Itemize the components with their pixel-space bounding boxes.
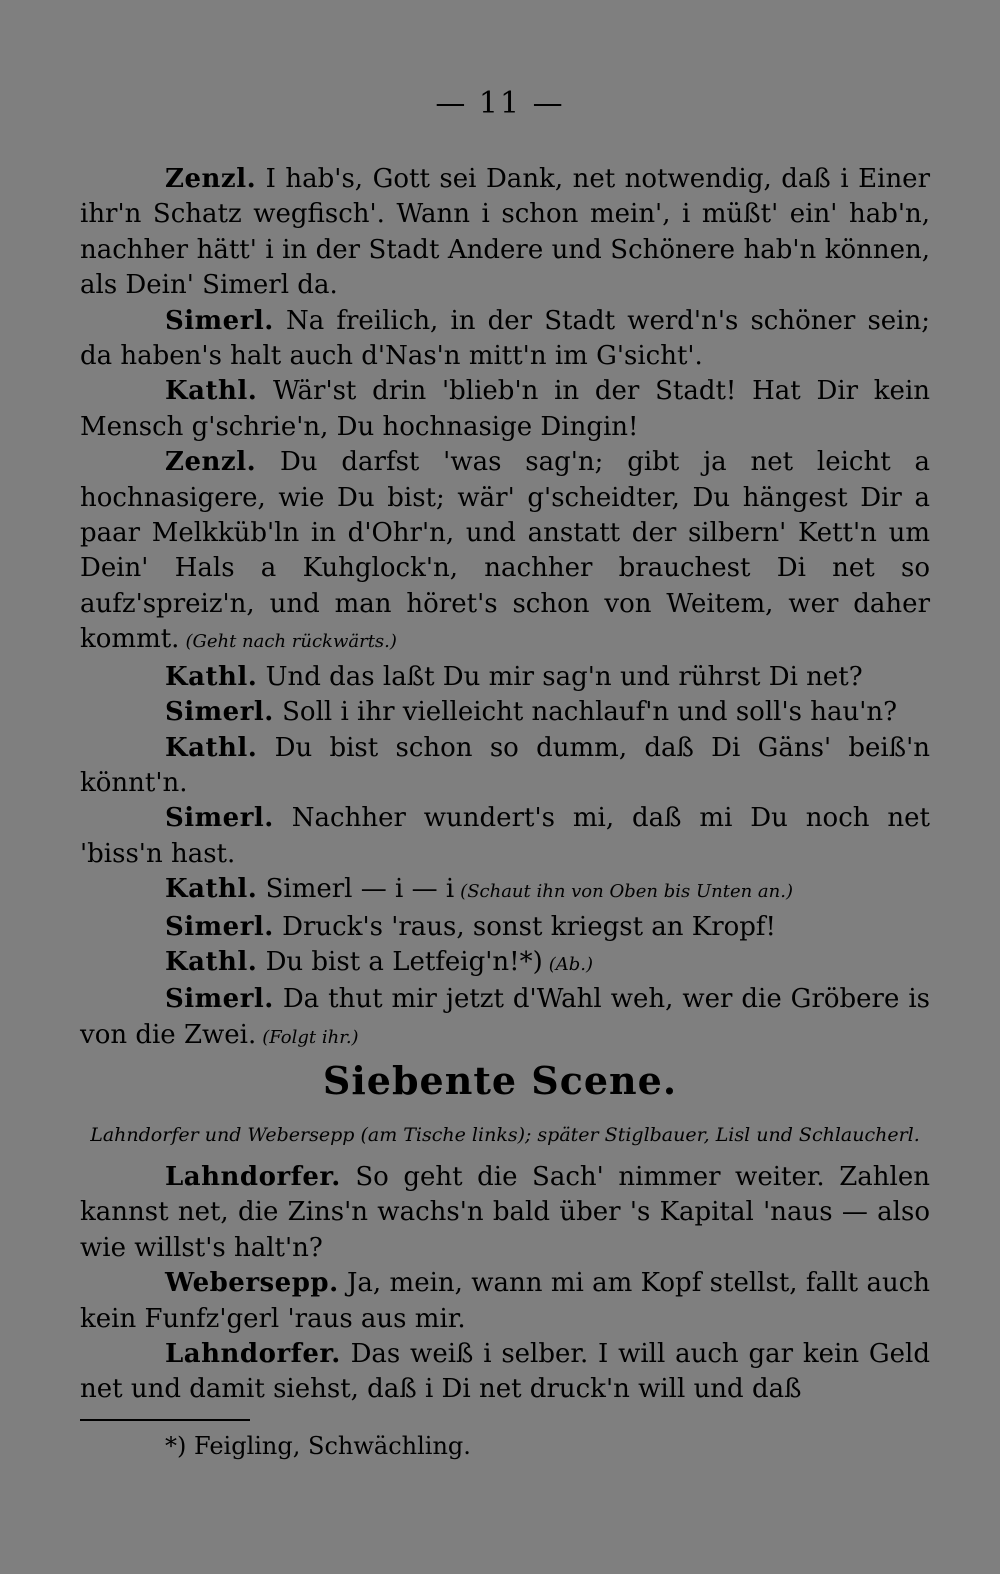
speaker-name: Kathl. xyxy=(165,732,258,763)
speaker-name: Kathl. xyxy=(165,946,258,977)
stage-direction: (Ab.) xyxy=(548,953,594,975)
speaker-name: Zenzl. xyxy=(165,447,257,478)
speech-text: Ja, mein, wann mi am Kopf stellst, fallt auch kein Funfz'gerl 'raus aus mir. xyxy=(80,1268,931,1334)
speaker-name: Kathl. xyxy=(165,376,258,407)
speaker-name: Simerl. xyxy=(165,984,274,1015)
dialogue-line xyxy=(80,801,930,872)
dialogue-line xyxy=(80,660,930,695)
speech-text: Druck's 'raus, sonst kriegst an Kropf! xyxy=(282,911,777,942)
speech-text: So geht die Sach' nimmer weiter. Zahlen kannst net, die Zins'n wachs'n bald über 's Kapital 'naus — also wie willst's halt'n? xyxy=(80,1162,931,1263)
speech-text: Und das laßt Du mir sag'n und rührst Di net? xyxy=(265,661,863,692)
speaker-name: Kathl. xyxy=(165,874,258,905)
speaker-name: Kathl. xyxy=(165,661,258,692)
speech-text: Nachher wundert's mi, daß mi Du noch net 'biss'n hast. xyxy=(80,803,930,869)
speaker-name: Simerl. xyxy=(165,803,274,834)
scene-heading: Siebente Scene. xyxy=(322,1058,678,1103)
speech-text: Soll i ihr vielleicht nachlauf'n und soll's hau'n? xyxy=(282,697,898,728)
speech-text: Simerl — i — i xyxy=(265,874,455,905)
speech-text: Na freilich, in der Stadt werd'n's schöner sein; da haben's halt auch d'Nas'n mitt'n im G'sicht'. xyxy=(80,305,930,372)
stage-direction: (Geht nach rückwärts.) xyxy=(185,631,397,653)
dialogue-line xyxy=(80,304,930,375)
speech-text: Du darfst 'was sag'n; gibt ja net leicht a hochnasigere, wie Du bist; wär' g'scheidter, Du hängest Dir a paar Melkküb'ln in d'Ohr'n, und anstatt der silbern' Kett'n um Dein' Hals a Kuhglock'n, nachher brauchest Di net so aufz'spreiz'n, und man höret's schon von Weitem, wer daher kommt. xyxy=(80,447,930,655)
speaker-name: Lahndorfer. xyxy=(165,1339,341,1370)
speech-text: Wär'st drin 'blieb'n in der Stadt! Hat Dir kein Mensch g'schrie'n, Du hochnasige Dingin! xyxy=(80,376,931,442)
stage-direction: (Folgt ihr.) xyxy=(262,1026,359,1048)
speech-text: Das weiß i selber. I will auch gar kein Geld net und damit siehst, daß i Di net druck'n will und daß xyxy=(80,1339,930,1405)
speech-text: Da thut mir jetzt d'Wahl weh, wer die Gröbere is von die Zwei. xyxy=(80,984,931,1050)
dialogue-line xyxy=(80,374,930,445)
dialogue-line xyxy=(80,162,930,304)
dialogue-line xyxy=(80,910,930,945)
dialogue-line xyxy=(80,1337,930,1408)
dialogue-line xyxy=(80,982,930,1055)
cast-line: Lahndorfer und Webersepp (am Tische links); später Stiglbauer, Lisl und Schlaucherl. xyxy=(90,1124,920,1146)
speaker-name: Simerl. xyxy=(165,911,274,942)
dialogue-line xyxy=(80,731,930,802)
stage-direction: (Schaut ihn von Oben bis Unten an.) xyxy=(460,881,793,903)
page-number: — 11 — xyxy=(435,86,565,121)
speech-text: Du bist a Letfeig'n!*) xyxy=(265,946,543,977)
dialogue-line xyxy=(80,872,930,909)
speaker-name: Webersepp. xyxy=(165,1268,339,1299)
dialogue-line xyxy=(80,1160,930,1266)
dialogue-block xyxy=(80,162,930,1055)
dialogue-block-2 xyxy=(80,1160,930,1408)
speaker-name: Lahndorfer. xyxy=(165,1162,341,1192)
footnote: *) Feigling, Schwächling. xyxy=(165,1432,471,1460)
speaker-name: Simerl. xyxy=(165,305,274,336)
dialogue-line xyxy=(80,945,930,982)
dialogue-line xyxy=(80,695,930,730)
dialogue-line xyxy=(80,1266,930,1337)
speaker-name: Simerl. xyxy=(165,697,274,728)
speaker-name: Zenzl. xyxy=(165,164,257,194)
dialogue-line xyxy=(80,445,930,659)
footnote-rule xyxy=(80,1419,250,1421)
speech-text: Du bist schon so dumm, daß Di Gäns' beiß'n könnt'n. xyxy=(80,732,931,798)
speech-text: I hab's, Gott sei Dank, net notwendig, daß i Einer ihr'n Schatz wegfisch'. Wann i schon mein', i müßt' ein' hab'n, nachher hätt' i in der Stadt Andere und Schönere hab'n können, als Dein' Simerl da. xyxy=(80,164,930,301)
